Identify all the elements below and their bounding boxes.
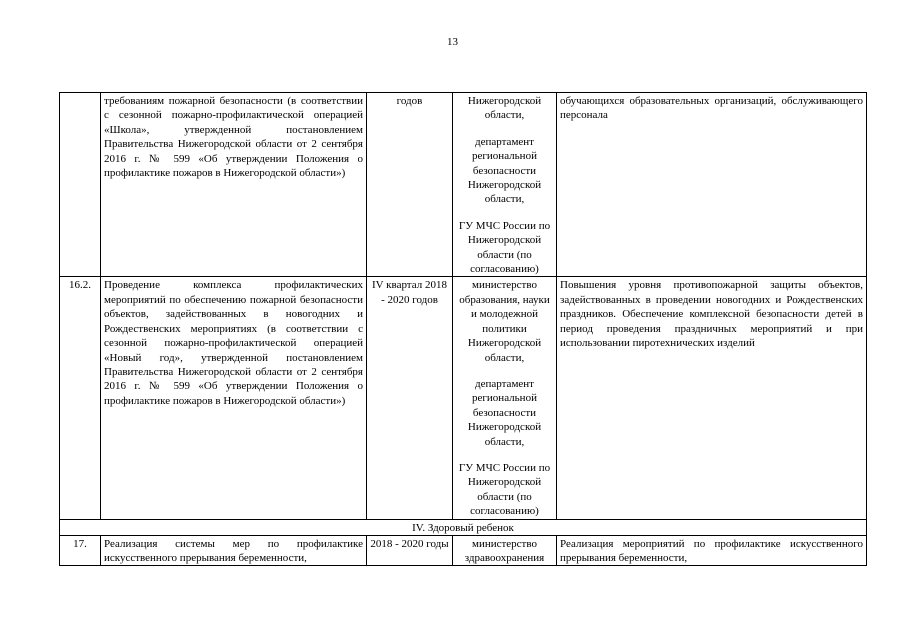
- responsible-executor: министерство здравоохранения: [464, 537, 545, 565]
- responsible-executor: министерство образования, науки и молодежной политики Нижегородской области,: [459, 279, 550, 364]
- table-row: [60, 277, 867, 519]
- expected-result: Повышения уровня противопожарной защиты объектов, задействованных в проведении новогодних и Рождественских праздников. Обеспечение комплексной безопасности детей в период проведения праздничных мероприятий и при использовании пиротехнических изделий: [557, 277, 867, 519]
- table-row: [60, 93, 867, 277]
- responsible-executor: Нижегородской области,: [467, 95, 542, 122]
- execution-term: [367, 535, 453, 565]
- responsible-executors: [453, 277, 557, 519]
- responsible-executors: [453, 535, 557, 565]
- measure-description-text: Реализация системы мер по профилактике искусственного прерывания беременности,: [104, 537, 363, 565]
- measures-table: [59, 92, 867, 566]
- expected-result: [557, 535, 867, 565]
- execution-term: годов: [367, 93, 453, 277]
- expected-result-text: Реализация мероприятий по профилактике искусственного прерывания беременности,: [560, 537, 863, 565]
- section-title: IV. Здоровый ребенок: [60, 519, 867, 535]
- execution-term-text: 2018 - 2020 годы: [370, 537, 449, 550]
- execution-term: IV квартал 2018 - 2020 годов: [367, 277, 453, 519]
- measure-description: требованиям пожарной безопасности (в соответствии с сезонной пожарно-профилактической операцией «Школа», утвержденной постановлением Правительства Нижегородской области от 2 сентября 2016 г. № 599 «Об утверждении Положения о профилактике пожаров в Нижегородской области»): [101, 93, 367, 277]
- expected-result: обучающихся образовательных организаций, обслуживающего персонала: [557, 93, 867, 277]
- row-number: 16.2.: [60, 277, 101, 519]
- responsible-executors: [453, 93, 557, 277]
- responsible-executor: департамент региональной безопасности Нижегородской области,: [467, 377, 542, 448]
- row-number: [60, 535, 101, 565]
- table-row: [60, 535, 867, 565]
- row-number: [60, 93, 101, 277]
- responsible-executor: ГУ МЧС России по Нижегородской области (по согласованию): [458, 219, 551, 276]
- page-number: 13: [447, 36, 458, 48]
- measure-description: [101, 535, 367, 565]
- responsible-executor: департамент региональной безопасности Нижегородской области,: [467, 135, 542, 206]
- section-header-row: [60, 519, 867, 535]
- row-number-text: 17.: [73, 537, 87, 550]
- measure-description: Проведение комплекса профилактических мероприятий по обеспечению пожарной безопасности объектов, задействованных в новогодних и Рождественских мероприятиях (в соответствии с сезонной пожарно-профилактической операцией «Новый год», утвержденной постановлением Правительства Нижегородской области от 2 сентября 2016 г. № 599 «Об утверждении Положения о профилактике пожаров в Нижегородской области»): [101, 277, 367, 519]
- responsible-executor: ГУ МЧС России по Нижегородской области (по согласованию): [458, 461, 551, 518]
